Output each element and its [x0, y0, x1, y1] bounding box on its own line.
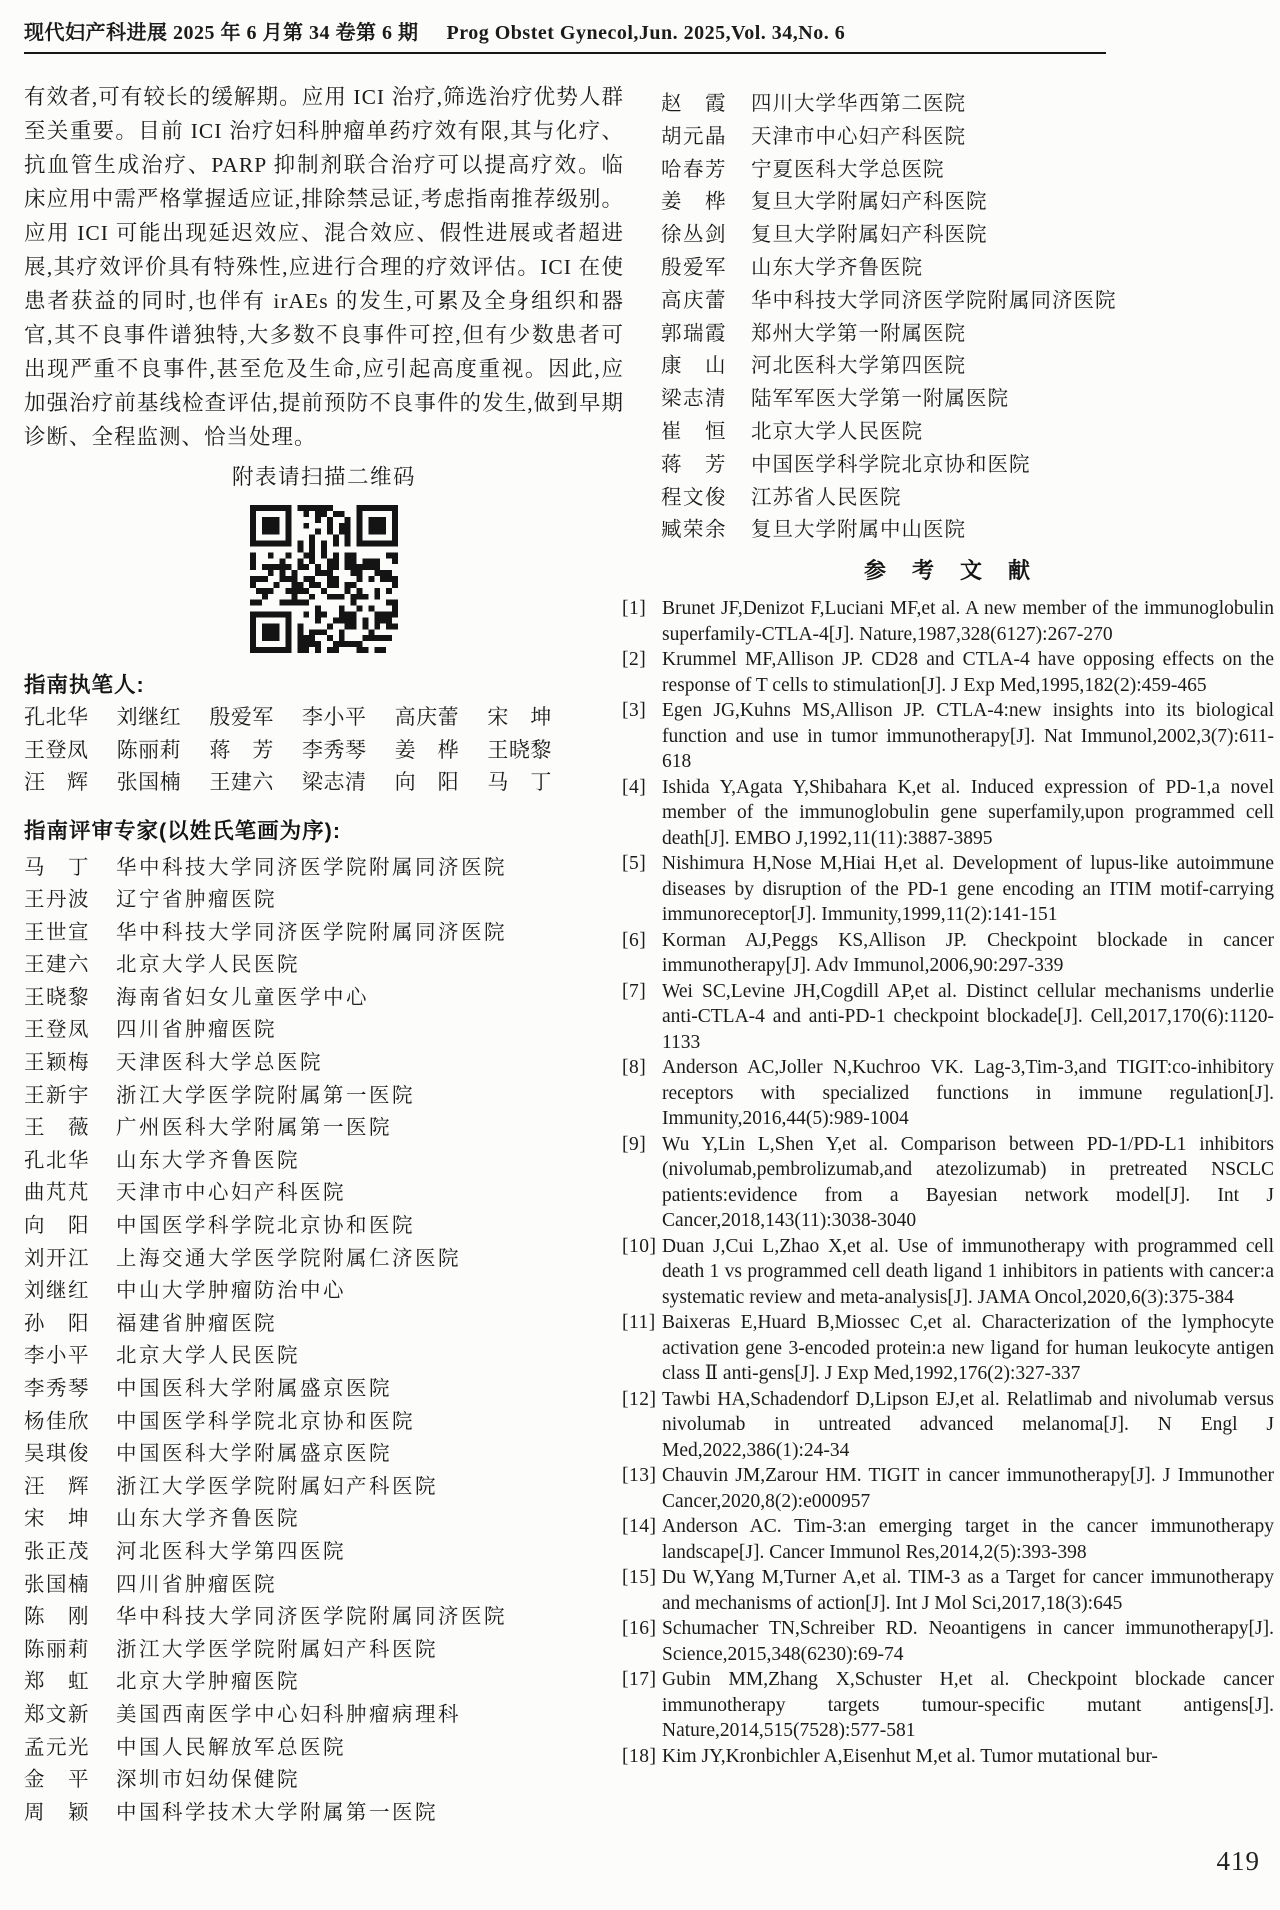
reference-number: [17] — [622, 1669, 657, 1691]
reviewer-name: 陈丽莉 — [24, 1638, 90, 1661]
reviewer-row — [24, 1536, 624, 1569]
reference-item — [622, 775, 1274, 852]
reviewer-name: 张国楠 — [24, 1573, 90, 1596]
reviewer-row — [622, 416, 1274, 449]
author-name: 王建六 — [209, 770, 274, 794]
reference-item — [622, 1132, 1274, 1234]
reviewer-row — [24, 1014, 624, 1047]
authors-heading: 指南执笔人: — [24, 673, 145, 697]
reviewer-name: 李小平 — [24, 1345, 90, 1368]
reviewers-list-left — [24, 852, 624, 1830]
reference-text: Egen JG,Kuhns MS,Allison JP. CTLA-4:new insights into its biological function and use in tumor immunotherapy[J]. Nat Immunol,2002,3(7):611-618 — [662, 700, 1274, 773]
reference-number: [10] — [622, 1235, 657, 1257]
reviewer-row — [24, 1308, 624, 1341]
reference-item — [622, 1387, 1274, 1464]
reviewer-row — [24, 949, 624, 982]
reviewer-name: 孙 阳 — [24, 1312, 90, 1335]
reviewer-name: 郑文新 — [24, 1703, 90, 1726]
reviewer-name: 陈 刚 — [24, 1606, 90, 1629]
qr-code — [250, 505, 398, 653]
reviewer-affiliation: 广州医科大学附属第一医院 — [116, 1117, 392, 1140]
reviewer-affiliation: 中国医科大学附属盛京医院 — [116, 1443, 392, 1466]
reference-text: Schumacher TN,Schreiber RD. Neoantigens in cancer immunotherapy[J]. Science,2015,348(6230):69-74 — [662, 1618, 1274, 1665]
reviewer-row — [24, 1471, 624, 1504]
reference-text: Wu Y,Lin L,Shen Y,et al. Comparison between PD-1/PD-L1 inhibitors (nivolumab,pembrolizumab,and atezolizumab) in pretreated NSCLC patients:evidence from a Bayesian network model[J]. Int J Cancer,2018,143(11):3038-3040 — [662, 1133, 1274, 1232]
reference-item — [622, 1744, 1274, 1770]
reviewers-heading: 指南评审专家(以姓氏笔画为序): — [24, 818, 341, 843]
reviewer-name: 孔北华 — [24, 1149, 90, 1172]
reviewer-row — [622, 186, 1274, 219]
reference-item — [622, 1565, 1274, 1616]
reviewer-name: 周 颖 — [24, 1801, 90, 1824]
reference-text: Du W,Yang M,Turner A,et al. TIM-3 as a Target for cancer immunotherapy and mechanisms of action[J]. Int J Mol Sci,2017,18(3):645 — [662, 1567, 1274, 1614]
reviewer-row — [24, 1503, 624, 1536]
reviewer-row — [24, 1699, 624, 1732]
journal-title-en: Prog Obstet Gynecol,Jun. 2025,Vol. 34,No. 6 — [446, 22, 846, 44]
reviewer-name: 杨佳欣 — [24, 1410, 90, 1433]
references-list — [622, 596, 1274, 1769]
reviewer-row — [24, 1145, 624, 1178]
reference-number: [1] — [622, 598, 647, 620]
reference-text: Gubin MM,Zhang X,Schuster H,et al. Checkpoint blockade cancer immunotherapy targets tumour-specific mutant antigens[J]. Nature,2014,515(7528):577-581 — [662, 1669, 1274, 1742]
reviewer-name: 姜 桦 — [661, 191, 727, 214]
reviewer-name: 马 丁 — [24, 856, 90, 879]
reviewer-row — [24, 1243, 624, 1276]
authors-grid — [24, 701, 580, 799]
reviewer-affiliation: 北京大学肿瘤医院 — [116, 1671, 300, 1694]
author-name: 殷爱军 — [209, 705, 274, 729]
reviewer-row — [24, 1569, 624, 1602]
reviewer-affiliation: 浙江大学医学院附属妇产科医院 — [116, 1638, 438, 1661]
author-name: 高庆蕾 — [394, 705, 460, 729]
reviewer-row — [24, 1080, 624, 1113]
reviewer-name: 殷爱军 — [661, 256, 727, 279]
reference-item — [622, 1310, 1274, 1387]
page-header — [24, 16, 1106, 54]
reviewer-name: 汪 辉 — [24, 1475, 90, 1498]
reviewer-affiliation: 中国医学科学院北京协和医院 — [751, 453, 1031, 476]
reviewer-row — [24, 1340, 624, 1373]
reviewer-name: 徐丛剑 — [661, 224, 727, 247]
reference-item — [622, 1234, 1274, 1311]
reference-item — [622, 596, 1274, 647]
reference-number: [16] — [622, 1618, 657, 1640]
page-number: 419 — [1216, 1846, 1260, 1876]
reviewer-name: 赵 霞 — [661, 93, 727, 115]
reviewer-row — [24, 1438, 624, 1471]
reference-number: [7] — [622, 980, 647, 1002]
reviewer-name: 王登凤 — [24, 1019, 90, 1042]
reviewer-row — [622, 285, 1274, 318]
reference-item — [622, 698, 1274, 775]
reference-number: [9] — [622, 1133, 647, 1155]
reference-item — [622, 1616, 1274, 1667]
reference-text: Anderson AC. Tim-3:an emerging target in the cancer immunotherapy landscape[J]. Cancer Immunol Res,2014,2(5):393-398 — [662, 1516, 1274, 1563]
reviewer-row — [24, 1634, 624, 1667]
reviewer-affiliation: 天津市中心妇产科医院 — [116, 1182, 346, 1205]
reviewer-affiliation: 中国人民解放军总医院 — [116, 1736, 346, 1759]
author-name: 向 阳 — [394, 770, 460, 794]
reviewer-name: 蒋 芳 — [661, 453, 727, 476]
reference-item — [622, 928, 1274, 979]
reviewer-row — [24, 1210, 624, 1243]
reviewer-row — [622, 449, 1274, 482]
reviewer-name: 梁志清 — [661, 388, 727, 411]
reviewer-name: 郭瑞霞 — [661, 322, 727, 345]
reference-text: Chauvin JM,Zarour HM. TIGIT in cancer immunotherapy[J]. J Immunother Cancer,2020,8(2):e000957 — [662, 1465, 1274, 1512]
reviewer-row — [24, 917, 624, 950]
reviewer-affiliation: 北京大学人民医院 — [116, 1345, 300, 1368]
reviewer-affiliation: 华中科技大学同济医学院附属同济医院 — [751, 289, 1117, 312]
reviewer-affiliation: 复旦大学附属中山医院 — [751, 519, 966, 542]
author-name: 陈丽莉 — [116, 737, 182, 762]
reviewer-name: 王晓黎 — [24, 986, 90, 1009]
reviewer-row — [622, 88, 1274, 121]
author-name: 马 丁 — [487, 770, 552, 794]
left-column — [24, 80, 624, 1829]
reviewer-affiliation: 上海交通大学医学院附属仁济医院 — [116, 1247, 461, 1270]
reviewer-name: 李秀琴 — [24, 1378, 90, 1400]
reference-item — [622, 851, 1274, 928]
reviewer-row — [24, 1764, 624, 1797]
reference-number: [6] — [622, 929, 647, 951]
reference-number: [3] — [622, 700, 647, 722]
reviewer-name: 臧荣余 — [661, 519, 727, 542]
reviewer-affiliation: 深圳市妇幼保健院 — [116, 1769, 300, 1792]
author-name: 王登凤 — [24, 737, 89, 762]
reference-number: [11] — [622, 1312, 656, 1334]
reference-number: [4] — [622, 776, 647, 798]
reviewer-row — [24, 1797, 624, 1830]
reviewer-affiliation: 北京大学人民医院 — [751, 420, 923, 443]
author-name: 姜 桦 — [394, 737, 460, 762]
reviewer-affiliation: 中国医学科学院北京协和医院 — [116, 1215, 415, 1238]
reviewer-row — [24, 1275, 624, 1308]
reviewer-name: 胡元晶 — [661, 125, 727, 148]
reviewer-affiliation: 华中科技大学同济医学院附属同济医院 — [116, 856, 507, 879]
reviewer-affiliation: 四川省肿瘤医院 — [116, 1573, 277, 1596]
author-name: 李小平 — [301, 705, 367, 729]
reviewer-affiliation: 复旦大学附属妇产科医院 — [751, 224, 988, 247]
reviewer-row — [24, 1406, 624, 1439]
reviewer-row — [24, 1177, 624, 1210]
reviewer-name: 王 薇 — [24, 1117, 90, 1140]
reference-item — [622, 979, 1274, 1056]
reviewer-row — [24, 1666, 624, 1699]
reference-number: [5] — [622, 853, 647, 875]
author-name: 汪 辉 — [24, 770, 89, 794]
reviewer-name: 张正茂 — [24, 1540, 90, 1563]
reference-text: Nishimura H,Nose M,Hiai H,et al. Development of lupus-like autoimmune diseases by disruption of the PD-1 gene encoding an ITIM motif-carrying immunoreceptor[J]. Immunity,1999,11(2):141-151 — [662, 853, 1274, 926]
reference-number: [2] — [622, 649, 647, 671]
author-name: 孔北华 — [24, 705, 89, 729]
reviewer-affiliation: 华中科技大学同济医学院附属同济医院 — [116, 921, 507, 944]
reviewer-affiliation: 天津市中心妇产科医院 — [751, 125, 966, 148]
reviewer-affiliation: 复旦大学附属妇产科医院 — [751, 191, 988, 214]
reference-item — [622, 1055, 1274, 1132]
reviewer-affiliation: 山东大学齐鲁医院 — [116, 1149, 300, 1172]
reviewer-affiliation: 中山大学肿瘤防治中心 — [116, 1280, 346, 1303]
reviewer-name: 王丹波 — [24, 889, 90, 912]
reviewers-list-right — [622, 88, 1274, 547]
reference-item — [622, 1463, 1274, 1514]
reference-number: [18] — [622, 1745, 657, 1767]
reviewer-affiliation: 天津医科大学总医院 — [116, 1052, 323, 1075]
author-name: 张国楠 — [116, 770, 182, 794]
reviewer-name: 哈春芳 — [661, 158, 727, 181]
reviewer-affiliation: 四川大学华西第二医院 — [751, 93, 966, 115]
reviewer-row — [622, 252, 1274, 285]
reviewer-name: 王建六 — [24, 954, 90, 977]
reviewer-affiliation: 河北医科大学第四医院 — [116, 1540, 346, 1563]
reviewer-affiliation: 陆军军医大学第一附属医院 — [751, 388, 1009, 411]
author-name: 蒋 芳 — [209, 737, 274, 762]
reference-text: Tawbi HA,Schadendorf D,Lipson EJ,et al. Relatlimab and nivolumab versus nivolumab in untreated advanced melanoma[J]. N Engl J Med,2022,386(1):24-34 — [662, 1388, 1274, 1461]
reviewer-row — [24, 1732, 624, 1765]
reviewer-affiliation: 中国医科大学附属盛京医院 — [116, 1378, 392, 1400]
reference-number: [14] — [622, 1516, 657, 1538]
reviewer-name: 程文俊 — [661, 486, 727, 509]
reviewer-row — [24, 982, 624, 1015]
reference-text: Baixeras E,Huard B,Miossec C,et al. Characterization of the lymphocyte activation gene 3-encoded protein:a new ligand for human leukocyte antigen class Ⅱ anti-gens[J]. J Exp Med,1992,176(2):327-337 — [662, 1312, 1274, 1385]
reviewer-name: 宋 坤 — [24, 1508, 90, 1531]
reviewer-row — [622, 219, 1274, 252]
reviewer-name: 刘继红 — [24, 1280, 90, 1303]
reviewer-name: 崔 恒 — [661, 420, 727, 443]
reference-number: [15] — [622, 1567, 657, 1589]
reviewer-name: 金 平 — [24, 1769, 90, 1792]
reference-text: Ishida Y,Agata Y,Shibahara K,et al. Induced expression of PD-1,a novel member of the immunoglobulin gene superfamily,upon programmed cell death[J]. EMBO J,1992,11(11):3887-3895 — [662, 776, 1274, 849]
reviewer-row — [24, 1601, 624, 1634]
author-name: 刘继红 — [116, 705, 182, 729]
reference-text: Anderson AC,Joller N,Kuchroo VK. Lag-3,Tim-3,and TIGIT:co-inhibitory receptors with specialized functions in immune regulation[J]. Immunity,2016,44(5):989-1004 — [662, 1057, 1274, 1130]
reviewer-name: 高庆蕾 — [661, 289, 727, 312]
qr-caption: 附表请扫描二维码 — [231, 465, 416, 489]
reference-text: Krummel MF,Allison JP. CD28 and CTLA-4 have opposing effects on the response of T cells to stimulation[J]. J Exp Med,1995,182(2):459-465 — [662, 649, 1274, 696]
reference-text: Brunet JF,Denizot F,Luciani MF,et al. A new member of the immunoglobulin superfamily-CTLA-4[J]. Nature,1987,328(6127):267-270 — [662, 598, 1274, 645]
reviewer-name: 孟元光 — [24, 1736, 90, 1759]
reviewer-affiliation: 美国西南医学中心妇科肿瘤病理科 — [116, 1703, 461, 1726]
reference-text: Korman AJ,Peggs KS,Allison JP. Checkpoint blockade in cancer immunotherapy[J]. Adv Immunol,2006,90:297-339 — [662, 929, 1274, 977]
author-name: 梁志清 — [301, 770, 367, 794]
reviewer-affiliation: 浙江大学医学院附属第一医院 — [116, 1084, 415, 1107]
reviewer-affiliation: 中国科学技术大学附属第一医院 — [116, 1801, 438, 1824]
reviewer-name: 康 山 — [661, 355, 727, 378]
reference-item — [622, 1514, 1274, 1565]
reviewer-row — [622, 383, 1274, 416]
reviewer-name: 郑 虹 — [24, 1671, 90, 1694]
reference-number: [12] — [622, 1388, 657, 1410]
reviewer-name: 王颖梅 — [24, 1052, 90, 1075]
reviewer-affiliation: 浙江大学医学院附属妇产科医院 — [116, 1475, 438, 1498]
reference-number: [13] — [622, 1465, 657, 1487]
reviewer-name: 王新宇 — [24, 1084, 90, 1107]
reviewer-row — [622, 121, 1274, 154]
reviewer-row — [24, 1047, 624, 1080]
reference-text: Wei SC,Levine JH,Cogdill AP,et al. Distinct cellular mechanisms underlie anti-CTLA-4 and anti-PD-1 checkpoint blockade[J]. Cell,2017,170(6):1120-1133 — [662, 980, 1274, 1053]
reviewer-affiliation: 海南省妇女儿童医学中心 — [116, 986, 369, 1009]
reviewer-affiliation: 北京大学人民医院 — [116, 954, 300, 977]
reviewer-affiliation: 华中科技大学同济医学院附属同济医院 — [116, 1606, 507, 1629]
reviewer-affiliation: 中国医学科学院北京协和医院 — [116, 1410, 415, 1433]
reviewer-affiliation: 四川省肿瘤医院 — [116, 1019, 277, 1042]
reference-text: Duan J,Cui L,Zhao X,et al. Use of immunotherapy with programmed cell death 1 vs programmed cell death ligand 1 inhibitors in patients with cancer:a systematic review and meta-analysis[J]. JAMA Oncol,2020,6(3):375-384 — [662, 1235, 1274, 1308]
author-name: 宋 坤 — [487, 705, 552, 729]
reviewer-row — [622, 318, 1274, 351]
journal-title-cn: 现代妇产科进展 2025 年 6 月第 34 卷第 6 期 — [24, 22, 419, 44]
reviewer-row — [622, 154, 1274, 187]
reviewer-row — [622, 514, 1274, 547]
reference-item — [622, 647, 1274, 698]
reviewer-affiliation: 郑州大学第一附属医院 — [751, 322, 966, 345]
author-name: 王晓黎 — [487, 737, 552, 762]
reviewer-row — [24, 1112, 624, 1145]
reviewer-affiliation: 福建省肿瘤医院 — [116, 1312, 277, 1335]
reviewer-name: 吴琪俊 — [24, 1443, 90, 1466]
reference-number: [8] — [622, 1057, 647, 1079]
reviewer-affiliation: 山东大学齐鲁医院 — [751, 256, 923, 279]
reviewer-affiliation: 山东大学齐鲁医院 — [116, 1508, 300, 1531]
right-column — [622, 88, 1274, 1769]
reference-text: Kim JY,Kronbichler A,Eisenhut M,et al. Tumor mutational bur- — [662, 1745, 1158, 1767]
body-paragraph: 有效者,可有较长的缓解期。应用 ICI 治疗,筛选治疗优势人群至关重要。目前 ICI 治疗妇科肿瘤单药疗效有限,其与化疗、抗血管生成治疗、PARP 抑制剂联合治疗可以提高疗效。临床应用中需严格掌握适应证,排除禁忌证,考虑指南推荐级别。应用 ICI 可能出现延迟效应、混合效应、假性进展或者超进展,其疗效评价具有特殊性,应进行合理的疗效评估。ICI 在使患者获益的同时,也伴有 irAEs 的发生,可累及全身组织和器官,其不良事件谱独特,大多数不良事件可控,但有少数患者可出现严重不良事件,甚至危及生命,应引起高度重视。因此,应加强治疗前基线检查评估,提前预防不良事件的发生,做到早期诊断、全程监测、恰当处理。 — [24, 85, 624, 449]
reviewer-affiliation: 江苏省人民医院 — [751, 486, 902, 509]
reviewer-row — [24, 852, 624, 885]
reviewer-row — [24, 1373, 624, 1406]
reviewer-row — [622, 482, 1274, 515]
reviewer-name: 刘开江 — [24, 1247, 90, 1270]
references-heading: 参 考 文 献 — [863, 558, 1032, 584]
reviewer-name: 曲芃芃 — [24, 1182, 90, 1205]
reviewer-row — [24, 884, 624, 917]
author-name: 李秀琴 — [301, 737, 367, 762]
reviewer-name: 王世宣 — [24, 921, 90, 944]
reviewer-affiliation: 宁夏医科大学总医院 — [751, 158, 945, 181]
reference-item — [622, 1667, 1274, 1744]
reviewer-name: 向 阳 — [24, 1215, 90, 1238]
reviewer-affiliation: 河北医科大学第四医院 — [751, 355, 966, 378]
reviewer-affiliation: 辽宁省肿瘤医院 — [116, 889, 277, 912]
reviewer-row — [622, 350, 1274, 383]
